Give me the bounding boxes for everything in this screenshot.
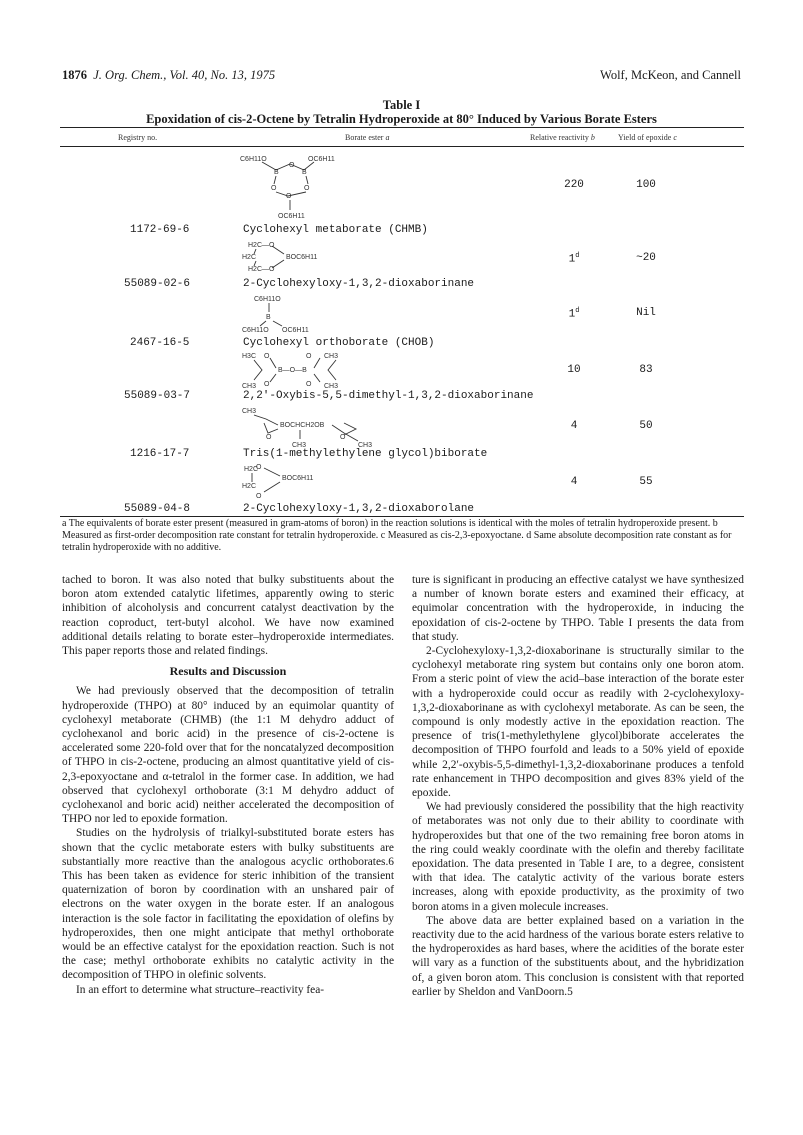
journal-citation: J. Org. Chem., Vol. 40, No. 13, 1975 <box>93 68 276 82</box>
paragraph: 2-Cyclohexyloxy-1,3,2-dioxaborinane is structurally similar to the cyclohexyl metaborate ring system but contains only one boron atom. From a steric point of view the acid–base interaction of the borate ester with a hydroperoxide could occur as readily with 2-cyclohexyloxy-1,3,2-dioxaborinane as with cyclohexyl metaborate. As can be seen, the compound is only modestly active in the epoxidation reaction. The presence of tris(1-methylethylene glycol)biborate accelerates the decomposition of THPO fourfold and leads to a 50% yield of epoxide while 2,2′-oxybis-5,5-dimethyl-1,3,2-dioxaborinane produces a tenfold rate enhancement in THPO decomposition and gives 83% yield of the epoxide. <box>412 645 744 800</box>
running-header-authors: Wolf, McKeon, and Cannell <box>600 68 741 82</box>
table-caption: Epoxidation of cis-2-Octene by Tetralin Hydroperoxide at 80° Induced by Various Borate Esters <box>146 112 657 126</box>
svg-text:OC6H11: OC6H11 <box>282 327 309 334</box>
svg-text:CH3: CH3 <box>292 442 307 449</box>
registry-number: 1216-17-7 <box>130 448 190 460</box>
paragraph: The above data are better explained based on a variation in the reactivity due to the acid hardness of the various borate esters relative to the hydroperoxides as hard bases, where the acidities of the borate ester will vary as a function of the substituents about, and the hybridization of, a given boron atom. This conclusion is consistent with that reported earlier by Sheldon and VanDoorn.5 <box>412 914 744 998</box>
compound-name: 2-Cyclohexyloxy-1,3,2-dioxaborinane <box>243 278 475 290</box>
svg-text:B: B <box>266 314 271 321</box>
svg-text:O: O <box>304 185 310 192</box>
svg-text:O: O <box>340 434 346 441</box>
yield-value: 50 <box>639 420 653 432</box>
yield-value: 55 <box>639 476 653 488</box>
svg-text:H2C: H2C <box>244 466 259 473</box>
col-header-yield: Yield of epoxide c <box>618 133 677 142</box>
col-header-ester: Borate ester a <box>345 133 390 142</box>
compound-name: 2-Cyclohexyloxy-1,3,2-dioxaborolane <box>243 503 475 515</box>
struct-label: C6H11O <box>240 156 267 163</box>
structure-chmb <box>238 150 348 222</box>
svg-text:O: O <box>266 434 272 441</box>
svg-text:O: O <box>264 381 270 388</box>
svg-text:O: O <box>306 353 312 360</box>
svg-text:BOCHCH2OB: BOCHCH2OB <box>280 422 325 429</box>
structure-biborate <box>240 403 390 449</box>
yield-value: 100 <box>636 179 656 191</box>
svg-text:CH3: CH3 <box>324 353 339 360</box>
svg-text:BOC6H11: BOC6H11 <box>282 475 314 482</box>
col-header-reactivity: Relative reactivity b <box>530 133 595 142</box>
svg-text:H2C—O: H2C—O <box>248 266 275 273</box>
reactivity-value: 1$^d$ <box>568 252 580 266</box>
reactivity-value: 1$^d$ <box>568 307 580 321</box>
svg-text:CH3: CH3 <box>324 383 339 390</box>
paragraph: ture is significant in producing an effective catalyst we have synthesized a number of known borate esters and examined their efficacy, at equimolar concentration with the hydroperoxide, in inducing the epoxidation of cis-2-octene by THPO. Table I presents the data from that study. <box>412 574 744 643</box>
table-bottom-rule <box>60 516 744 517</box>
page-number: 1876 <box>62 68 87 82</box>
svg-text:O: O <box>264 353 270 360</box>
svg-text:C6H11O: C6H11O <box>242 327 269 334</box>
reactivity-value: 220 <box>564 179 584 191</box>
table-title: Table I <box>382 98 421 112</box>
col-header-registry: Registry no. <box>118 133 158 142</box>
registry-number: 55089-04-8 <box>124 503 191 515</box>
table-header-rule <box>60 146 744 147</box>
svg-text:CH3: CH3 <box>358 442 373 449</box>
svg-text:B—O—B: B—O—B <box>278 367 307 374</box>
svg-text:CH3: CH3 <box>242 383 257 390</box>
svg-text:CH3: CH3 <box>242 408 257 415</box>
left-column <box>62 573 394 997</box>
compound-name: Cyclohexyl orthoborate (CHOB) <box>243 337 435 349</box>
paragraph: tached to boron. It was also noted that bulky substituents about the boron atom extended catalytic lifetimes, apparently owing to steric inhibition of alcoholysis and concurrent catalyst deactivation by the reaction coproduct, tert-butyl alcohol. We have now examined additional details relating to borate ester–hydroperoxide intermediates. This paper reports those and related findings. <box>62 574 394 658</box>
svg-text:O: O <box>256 464 262 471</box>
svg-text:H2C: H2C <box>242 483 257 490</box>
right-column <box>412 573 744 999</box>
table-footnotes: a The equivalents of borate ester present (measured in gram-atoms of boron) in the reaction solutions is identical with the moles of tetralin hydroperoxide present. b Measured as first-order decomposition rate constant for tetralin hydroperoxide. c Measured as cis-2,3-epoxyoctane. d Same absolute decomposition rate constant as for tetralin hydroperoxide with no additive. <box>62 518 732 553</box>
svg-text:B: B <box>274 169 279 176</box>
svg-text:O: O <box>286 193 292 200</box>
running-header-left <box>62 68 275 83</box>
compound-name: Tris(1-methylethylene glycol)biborate <box>243 448 488 460</box>
registry-number: 1172-69-6 <box>130 224 190 236</box>
paragraph: In an effort to determine what structure–reactivity fea- <box>76 983 325 996</box>
yield-value: ~20 <box>636 252 656 264</box>
registry-number: 55089-02-6 <box>124 278 191 290</box>
structure-oxybis <box>240 350 380 392</box>
reactivity-value: 10 <box>567 364 581 376</box>
structure-dioxaborolane <box>240 462 340 500</box>
section-heading: Results and Discussion <box>169 664 287 679</box>
yield-value: 83 <box>639 364 653 376</box>
svg-text:H3C: H3C <box>242 353 257 360</box>
registry-number: 55089-03-7 <box>124 390 191 402</box>
svg-text:B: B <box>302 169 307 176</box>
svg-text:OC6H11: OC6H11 <box>308 156 335 163</box>
paragraph: We had previously considered the possibility that the high reactivity of metaborates was not only due to their ability to coordinate with hydroperoxides but that one of the two remaining free boron atoms in the ring could weakly coordinate with the olefin and thereby facilitate epoxidation. The data presented in Table I are, to a degree, consistent with that idea. The catalytic activity of the various borate esters increases, along with epoxide productivity, as the proximity of two boron atoms in a given molecule increases. <box>412 801 744 913</box>
structure-chob <box>240 292 340 336</box>
svg-text:BOC6H11: BOC6H11 <box>286 254 318 261</box>
paragraph: We had previously observed that the decomposition of tetralin hydroperoxide (THPO) at 80° induced by an equimolar quantity of cyclohexyl metaborate (CHMB) (the 1:1 M dehydro adduct of cyclohexanol and boric acid) in the presence of cis-2-octene is accelerated some 220-fold over that for the noncatalyzed decomposition of THPO in cis-2-octene, producing an almost quantitative yield of cis-2,3-epoxyoctane and α-tetralol in the former case. In addition, we had observed that cyclohexyl orthoborate (3:1 M dehydro adduct of cyclohexanol and boric acid) neither accelerated the decomposition of THPO nor led to epoxide formation. <box>62 685 394 826</box>
svg-text:C6H11O: C6H11O <box>254 296 281 303</box>
svg-text:H2C—O: H2C—O <box>248 242 275 249</box>
svg-text:O: O <box>256 493 262 500</box>
paragraph: Studies on the hydrolysis of trialkyl-substituted borate esters has shown that the cyclic metaborate esters with bulky substituents are substantially more reactive than the analogous acyclic orthoborates.6 This has been taken as evidence for steric inhibition of the transient quaternization of boron by coordination with an unshared pair of electrons on the water oxygen in the borate ester. If an analogous interaction is the sole factor in facilitating the epoxidation of olefins by hydroperoxides, then one might anticipate that methyl orthoborate would be an effective catalyst for the epoxidation reaction. Such is not the case; methyl orthoborate exhibits no catalytic activity in the decomposition of THPO in olefinic solvents. <box>62 827 394 982</box>
svg-text:O: O <box>271 185 277 192</box>
svg-text:OC6H11: OC6H11 <box>278 213 305 220</box>
reactivity-value: 4 <box>570 420 578 432</box>
compound-name: 2,2′-Oxybis-5,5-dimethyl-1,3,2-dioxaborinane <box>243 390 534 402</box>
structure-dioxaborinane <box>240 238 340 274</box>
registry-number: 2467-16-5 <box>130 337 190 349</box>
compound-name: Cyclohexyl metaborate (CHMB) <box>243 224 428 236</box>
reactivity-value: 4 <box>570 476 578 488</box>
svg-text:O: O <box>289 162 295 169</box>
svg-text:O: O <box>306 381 312 388</box>
yield-value: Nil <box>636 307 656 319</box>
svg-text:H2C: H2C <box>242 254 257 261</box>
table-top-rule <box>60 127 744 128</box>
